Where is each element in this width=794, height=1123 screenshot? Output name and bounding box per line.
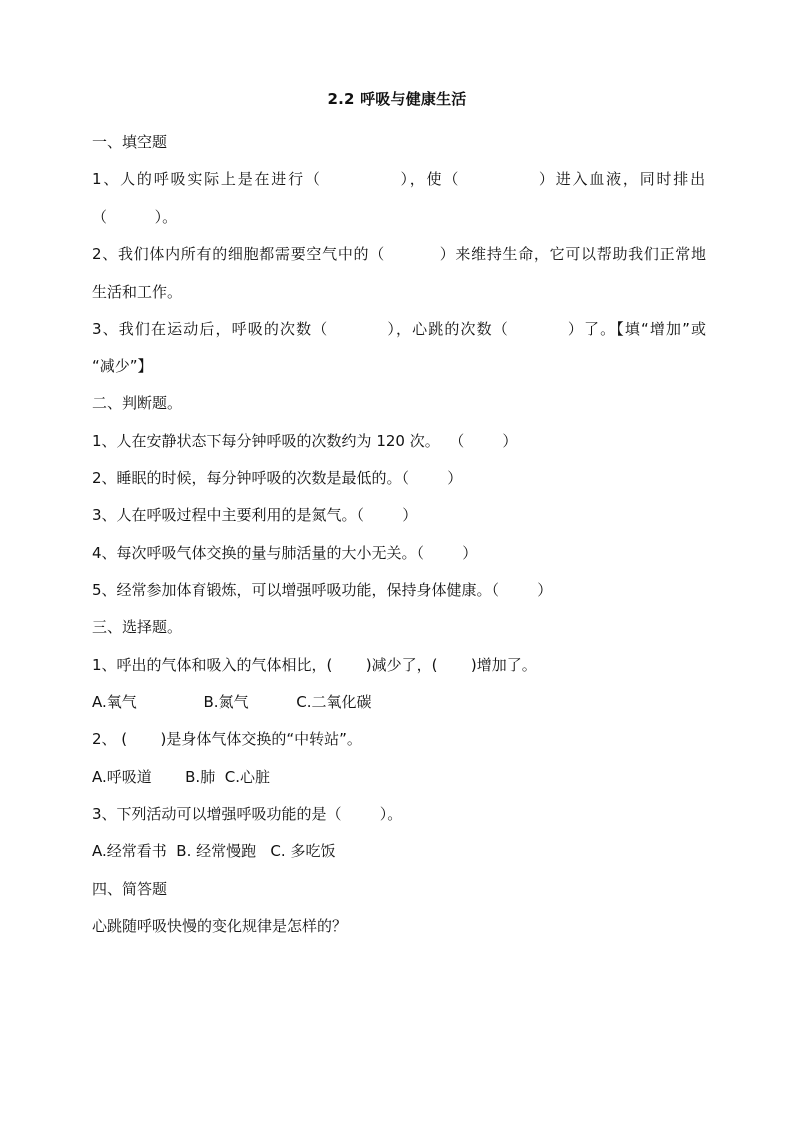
fill-question-2-line-1: 2、我们体内所有的细胞都需要空气中的（ ）来维持生命，它可以帮助我们正常地 (92, 245, 706, 263)
fill-question-1-line-1: 1、人的呼吸实际上是在进行（ ），使（ ）进入血液，同时排出 (92, 170, 706, 188)
judge-question-2: 2、睡眠的时候，每分钟呼吸的次数是最低的。（ ） (92, 469, 463, 487)
fill-question-1-line-2: （ ）。 (92, 208, 178, 226)
judge-question-3: 3、人在呼吸过程中主要利用的是氮气。（ ） (92, 506, 418, 524)
judge-question-4: 4、每次呼吸气体交换的量与肺活量的大小无关。（ ） (92, 544, 478, 562)
fill-question-2-line-2: 生活和工作。 (92, 283, 183, 301)
section-heading-choice: 三、选择题。 (92, 618, 183, 636)
section-heading-judge: 二、判断题。 (92, 394, 183, 412)
short-question-1: 心跳随呼吸快慢的变化规律是怎样的？ (92, 917, 348, 935)
choice-question-2-options: A.呼吸道 B.肺 C.心脏 (92, 768, 270, 786)
choice-question-1: 1、呼出的气体和吸入的气体相比，( )减少了，( )增加了。 (92, 656, 537, 674)
choice-question-3-options: A.经常看书 B. 经常慢跑 C. 多吃饭 (92, 842, 336, 860)
judge-question-1: 1、人在安静状态下每分钟呼吸的次数约为 120 次。 （ ） (92, 432, 518, 450)
section-heading-short: 四、简答题 (92, 880, 168, 898)
fill-question-3-line-2: “减少”】 (92, 357, 153, 375)
section-heading-fill: 一、填空题 (92, 133, 168, 151)
judge-question-5: 5、经常参加体育锻炼，可以增强呼吸功能，保持身体健康。（ ） (92, 581, 553, 599)
choice-question-2: 2、 ( )是身体气体交换的“中转站”。 (92, 730, 362, 748)
page-title: 2.2 呼吸与健康生活 (327, 90, 467, 108)
choice-question-1-options: A.氧气 B.氮气 C.二氧化碳 (92, 693, 372, 711)
choice-question-3: 3、下列活动可以增强呼吸功能的是（ ）。 (92, 805, 403, 823)
fill-question-3-line-1: 3、我们在运动后，呼吸的次数（ ），心跳的次数（ ）了。【填“增加”或 (92, 320, 706, 338)
